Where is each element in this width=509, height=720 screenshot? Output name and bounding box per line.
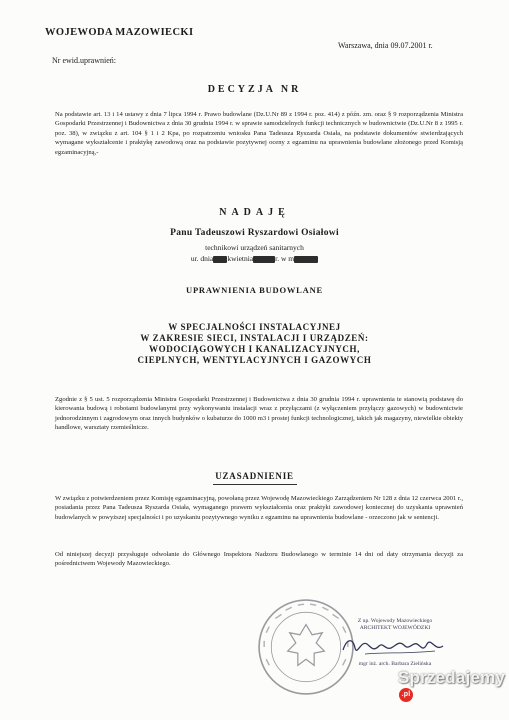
watermark-text: Sprzedajemy <box>398 668 506 687</box>
legal-basis-paragraph: Na podstawie art. 13 i 14 ustawy z dnia 7 lipca 1994 r. Prawo budowlane (Dz.U.Nr 89 z 1994 r. poz. 414) z późn. zm. oraz § 9 rozporządzenia Ministra Gospodarki Przestrzennej i Budownictwa z dnia 30 grudnia 1994 r. w sprawie samodzielnych funkcji technicznych w budownictwie (Dz.U.Nr 8 z 1995 r. poz. 38), w związku z art. 104 § 1 i 2 Kpa, po rozpatrzeniu wniosku Pana Tadeusza Ryszarda Osiała, na podstawie dokumentów stwierdzających wymagane wykształcenie i praktykę zawodową oraz na podstawie pozytywnej oceny z egzaminu na uprawnienia budowlane złożonego przed Komisją egzaminacyjną,- <box>55 111 463 156</box>
decision-title: DECYZJA NR <box>207 84 302 95</box>
specialty-block <box>0 322 509 366</box>
appeal-paragraph: Od niniejszej decyzji przysługuje odwołanie do Głównego Inspektora Nadzoru Budowlanego w terminie 14 dni od daty otrzymania decyzji za pośrednictwem Wojewody Mazowieckiego. <box>55 551 463 568</box>
signature-authority-line: Z up. Wojewody Mazowieckiego <box>357 618 433 624</box>
eagle-emblem-icon <box>288 625 325 666</box>
birth-line <box>0 254 509 263</box>
redaction-bar <box>213 256 227 263</box>
handwritten-signature <box>335 632 455 658</box>
seal-inner-ring <box>271 612 340 681</box>
watermark <box>398 668 509 708</box>
specialty-line: W SPECJALNOŚCI INSTALACYJNEJ <box>168 322 341 332</box>
specialty-line: W ZAKRESIE SIECI, INSTALACJI I URZĄDZEŃ: <box>140 333 369 343</box>
issue-date: Warszawa, dnia 09.07.2001 r. <box>338 41 433 50</box>
scope-paragraph: Zgodnie z § 5 ust. 5 rozporządzenia Ministra Gospodarki Przestrzennej i Budownictwa z dnia 30 grudnia 1994 r. uprawnienia te stanowią podstawę do kierowania budową i robotami budowlanymi przy wykonywaniu instalacji wraz z przyłączami (z wyłączeniem przyłączy gazowych) w budownictwie jednorodzinnym i zagrodowym oraz innych budynków o kubaturze do 1000 m3 i prostej funkcji technologicznej, takich jak magazyny, niewielkie obiekty handlowe, warsztaty rzemieślnicze. <box>55 396 463 432</box>
signatory-name: mgr inż. arch. Barbara Zielińska <box>358 661 432 667</box>
issuing-authority: WOJEWODA MAZOWIECKI <box>45 27 194 38</box>
redaction-bar <box>294 256 318 263</box>
watermark-badge: .pl <box>399 688 413 702</box>
recipient-name: Panu Tadeuszowi Ryszardowi Osiałowi <box>170 228 339 238</box>
signature-block <box>335 618 455 668</box>
justification-underline <box>213 484 297 485</box>
redaction-bar <box>253 256 275 263</box>
specialty-line: CIEPLNYCH, WENTYLACYJNYCH I GAZOWYCH <box>137 355 372 365</box>
birth-place-prefix: r. w m <box>275 254 295 263</box>
registry-number-label: Nr ewid.uprawnień: <box>52 56 116 65</box>
justification-heading: UZASADNIENIE <box>215 471 294 481</box>
justification-paragraph: W związku z potwierdzeniem przez Komisję egzaminacyjną, powołaną przez Wojewodę Mazowieckiego Zarządzeniem Nr 128 z dnia 12 czerwca 2001 r., posiadania przez Pana Tadeusza Ryszarda Osiała, wymaganego prawem wykształcenia oraz praktyki zawodowej koniecznej do uzyskania uprawnień budowlanych w powyższej specjalności i po uzyskaniu pozytywnego wyniku z egzaminu na uprawnienia budowlane - orzeczono jak w sentencji. <box>55 495 463 521</box>
birth-month: kwietnia <box>227 254 254 263</box>
signature-title-line: ARCHITEKT WOJEWÓDZKI <box>359 625 431 631</box>
qualification-title: UPRAWNIENIA BUDOWLANE <box>186 285 323 295</box>
recipient-profession: technikowi urządzeń sanitarnych <box>205 243 304 252</box>
specialty-line: WODOCIĄGOWYCH I KANALIZACYJNYCH, <box>149 344 360 354</box>
grants-heading: NADAJĘ <box>219 207 290 218</box>
birth-prefix: ur. dnia <box>190 254 214 263</box>
